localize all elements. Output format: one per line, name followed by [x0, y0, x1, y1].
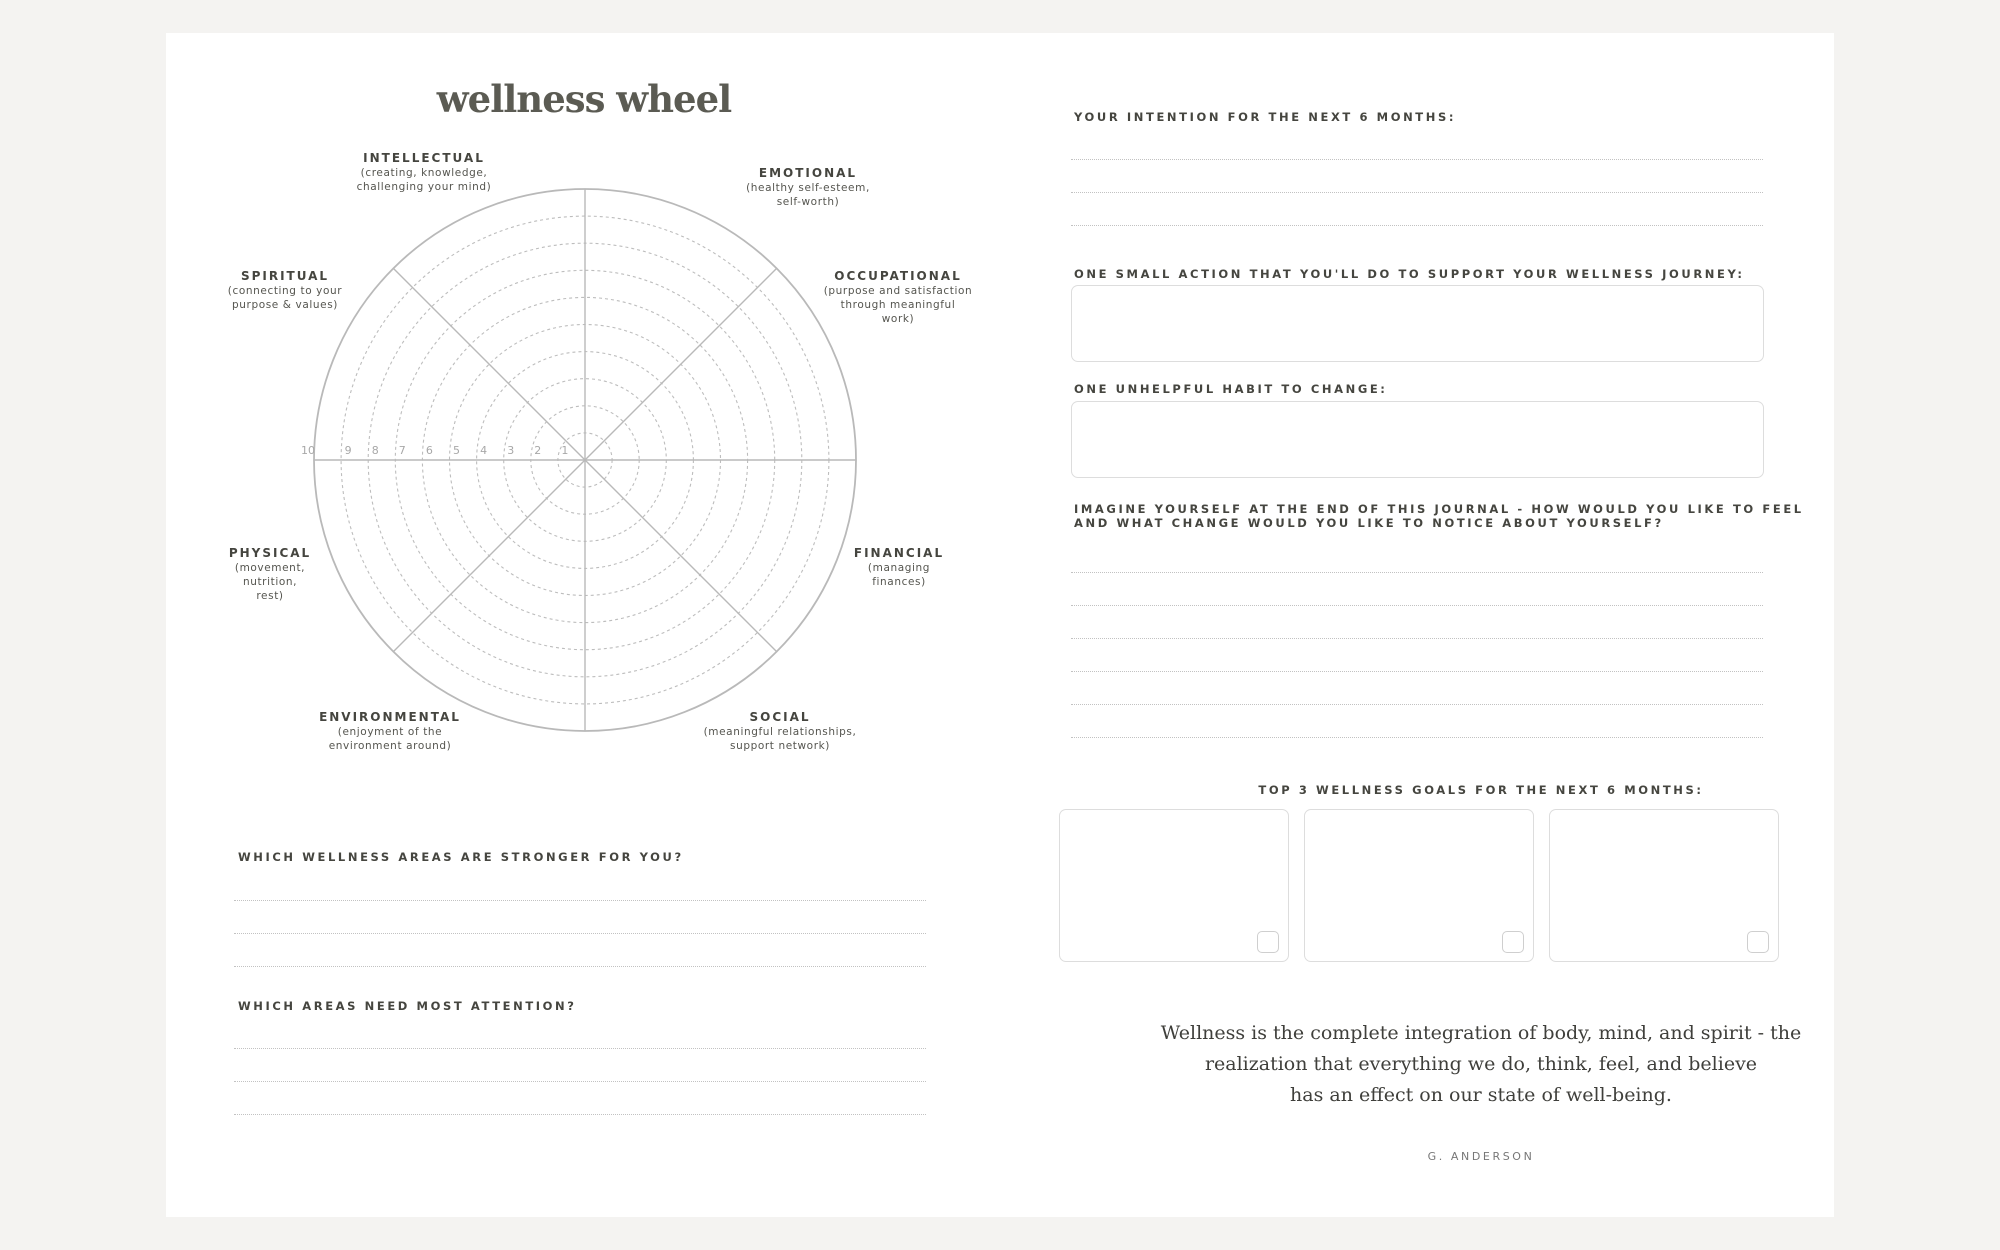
writing-line[interactable] [234, 1081, 926, 1082]
wheel-spokes [314, 189, 856, 731]
wheel-area-desc: support network) [730, 740, 830, 752]
wheel-area-desc: (movement, [234, 562, 306, 574]
goal-checkbox[interactable] [1257, 931, 1279, 953]
goal-box-1[interactable] [1059, 809, 1289, 962]
quote-line: realization that everything we do, think, feel, and believe [1204, 1053, 1758, 1075]
goal-box-3[interactable] [1549, 809, 1779, 962]
wheel-scale-label: 3 [507, 444, 515, 457]
wheel-area-desc: nutrition, [242, 576, 298, 588]
wheel-area-desc: (enjoyment of the [337, 726, 443, 738]
goal-checkbox[interactable] [1502, 931, 1524, 953]
wheel-area-desc: (creating, knowledge, [360, 167, 488, 179]
wheel-scale-label: 5 [453, 444, 460, 457]
wheel-area-desc: (managing [867, 562, 931, 574]
wheel-area-name: OCCUPATIONAL [834, 269, 962, 283]
wheel-area-intellectual [357, 151, 492, 193]
wheel-area-name: SOCIAL [749, 710, 811, 724]
writing-line[interactable] [234, 1114, 926, 1115]
wheel-area-desc: through meaningful [840, 299, 956, 311]
prompt-imagine-line-1: IMAGINE YOURSELF AT THE END OF THIS JOURNAL - HOW WOULD YOU LIKE TO FEEL [1074, 502, 1804, 516]
wheel-area-name: EMOTIONAL [758, 166, 858, 180]
prompt-top-goals: TOP 3 WELLNESS GOALS FOR THE NEXT 6 MONTHS: [1258, 783, 1704, 797]
wheel-area-social [704, 710, 857, 752]
wheel-area-labels [228, 151, 973, 752]
wheel-area-financial [854, 546, 944, 588]
wheel-scale-label: 10 [301, 444, 315, 457]
small-action-box[interactable] [1071, 285, 1764, 362]
writing-line[interactable] [1071, 704, 1763, 705]
wheel-area-environmental [319, 710, 461, 752]
writing-line[interactable] [234, 933, 926, 934]
writing-line[interactable] [234, 1048, 926, 1049]
writing-line[interactable] [1071, 192, 1763, 193]
wheel-scale-label: 9 [344, 444, 352, 457]
page-title: wellness wheel [436, 77, 732, 121]
wheel-area-desc: (healthy self-esteem, [746, 182, 870, 194]
wheel-area-desc: (meaningful relationships, [703, 726, 857, 738]
journal-page [166, 33, 1834, 1217]
writing-line[interactable] [1071, 225, 1763, 226]
wheel-area-name: SPIRITUAL [240, 269, 330, 283]
prompt-imagine-line-2: AND WHAT CHANGE WOULD YOU LIKE TO NOTICE ABOUT YOURSELF? [1074, 516, 1664, 530]
prompt-attention-areas: WHICH AREAS NEED MOST ATTENTION? [238, 999, 577, 1013]
wheel-scale-label: 7 [398, 444, 406, 457]
goal-checkbox[interactable] [1747, 931, 1769, 953]
wheel-area-desc: purpose & values) [232, 299, 338, 311]
wheel-scale-label: 4 [480, 444, 488, 457]
wheel-area-name: INTELLECTUAL [363, 151, 485, 165]
goal-box-2[interactable] [1304, 809, 1534, 962]
writing-line[interactable] [234, 900, 926, 901]
wheel-area-physical [229, 546, 311, 602]
wheel-scale-label: 2 [534, 444, 542, 457]
wheel-area-desc: challenging your mind) [356, 181, 492, 193]
wheel-area-desc: (connecting to your [227, 285, 343, 297]
prompt-small-action: ONE SMALL ACTION THAT YOU'LL DO TO SUPPORT YOUR WELLNESS JOURNEY: [1074, 267, 1745, 281]
prompt-intention: YOUR INTENTION FOR THE NEXT 6 MONTHS: [1074, 110, 1457, 124]
quote-line: has an effect on our state of well-being. [1290, 1084, 1672, 1106]
wheel-area-desc: (purpose and satisfaction [823, 285, 973, 297]
wheel-scale-label: 8 [371, 444, 379, 457]
writing-line[interactable] [1071, 572, 1763, 573]
wheel-area-name: PHYSICAL [228, 546, 312, 560]
writing-line[interactable] [1071, 159, 1763, 160]
writing-line[interactable] [1071, 671, 1763, 672]
quote-author: G. ANDERSON [1427, 1150, 1535, 1163]
wheel-area-desc: work) [881, 313, 915, 325]
prompt-unhelpful-habit: ONE UNHELPFUL HABIT TO CHANGE: [1074, 382, 1388, 396]
wheel-area-desc: rest) [256, 590, 284, 602]
wheel-area-emotional [746, 166, 870, 208]
wheel-area-desc: finances) [872, 576, 926, 588]
wheel-area-spiritual [228, 269, 342, 311]
wheel-area-desc: environment around) [328, 740, 452, 752]
unhelpful-habit-box[interactable] [1071, 401, 1764, 478]
writing-line[interactable] [234, 966, 926, 967]
wellness-wheel-chart [166, 33, 1002, 793]
wheel-area-desc: self-worth) [776, 196, 840, 208]
writing-line[interactable] [1071, 638, 1763, 639]
wheel-area-occupational [824, 269, 973, 325]
writing-line[interactable] [1071, 737, 1763, 738]
wheel-area-name: FINANCIAL [853, 546, 945, 560]
quote [1066, 1018, 1896, 1111]
quote-line: Wellness is the complete integration of body, mind, and spirit - the [1160, 1022, 1802, 1044]
prompt-stronger-areas: WHICH WELLNESS AREAS ARE STRONGER FOR YOU? [238, 850, 684, 864]
wheel-scale-label: 6 [425, 444, 433, 457]
wheel-scale-label: 1 [561, 444, 569, 457]
wheel-area-name: ENVIRONMENTAL [319, 710, 461, 724]
writing-line[interactable] [1071, 605, 1763, 606]
